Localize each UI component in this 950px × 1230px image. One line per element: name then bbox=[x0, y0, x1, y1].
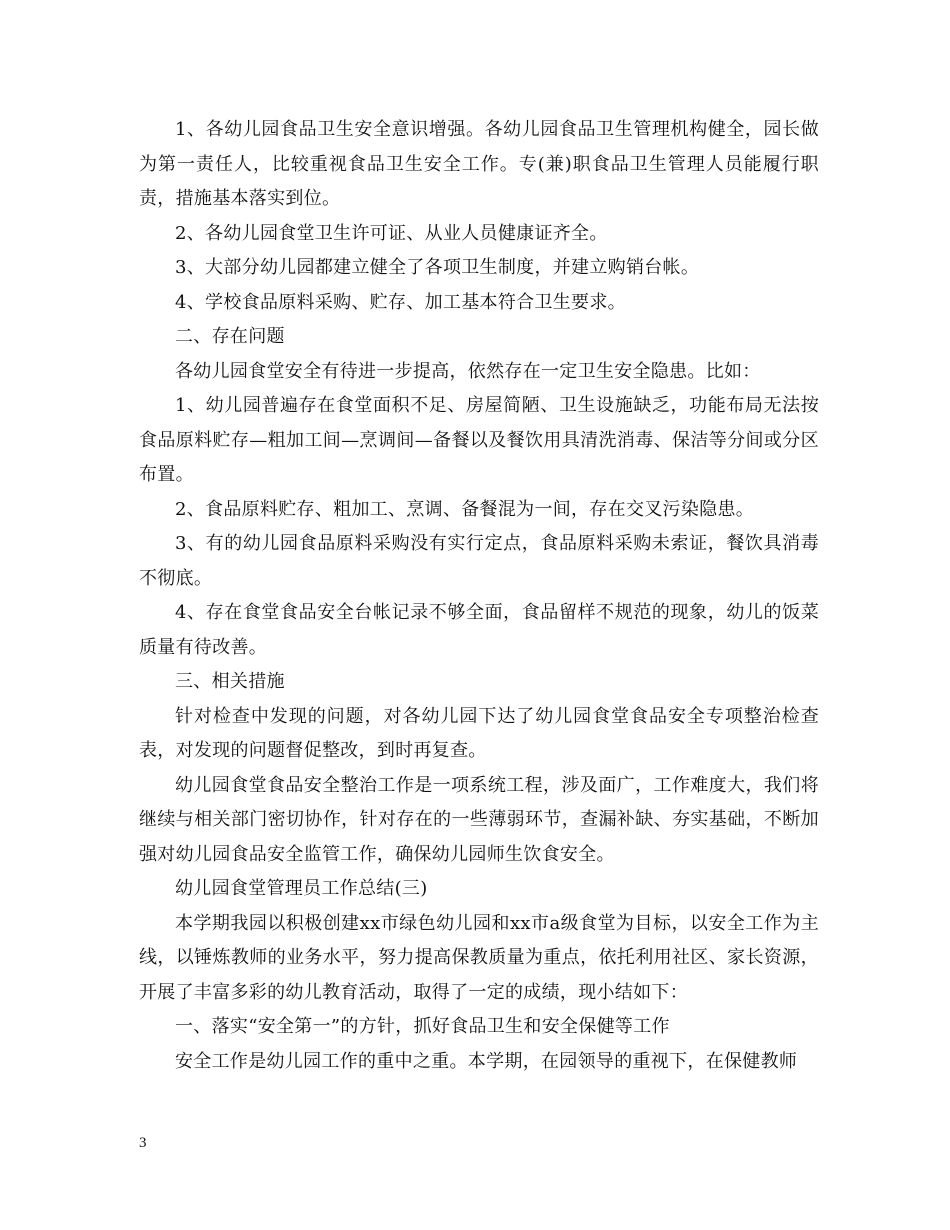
page-number: 3 bbox=[139, 1135, 147, 1151]
paragraph: 各幼儿园食堂安全有待进一步提高，依然存在一定卫生安全隐患。比如： bbox=[175, 360, 761, 382]
document-subtitle: 幼儿园食堂管理员工作总结(三) bbox=[175, 878, 428, 899]
paragraph: 3、大部分幼儿园都建立健全了各项卫生制度，并建立购销台帐。 bbox=[175, 257, 700, 278]
paragraph: 2、各幼儿园食堂卫生许可证、从业人员健康证齐全。 bbox=[175, 222, 608, 244]
section-heading: 二、存在问题 bbox=[175, 326, 285, 347]
paragraph: 1、各幼儿园食品卫生安全意识增强。各幼儿园食品卫生管理机构健全，园长做为第一责任人，比较重视食品卫生安全工作。专(兼)职食品卫生管理人员能履行职责，措施基本落实到位。 bbox=[139, 119, 819, 209]
paragraph: 幼儿园食堂食品安全整治工作是一项系统工程，涉及面广，工作难度大，我们将继续与相关部门密切协作，针对存在的一些薄弱环节，查漏补缺、夯实基础，不断加强对幼儿园食品安全监管工作，确保幼儿园师生饮食安全。 bbox=[139, 774, 819, 865]
paragraph: 安全工作是幼儿园工作的重中之重。本学期，在园领导的重视下，在保健教师 bbox=[175, 1050, 798, 1072]
paragraph: 针对检查中发现的问题，对各幼儿园下达了幼儿园食堂食品安全专项整治检查表，对发现的问题督促整改，到时再复查。 bbox=[139, 705, 819, 761]
section-heading: 三、相关措施 bbox=[175, 671, 285, 692]
paragraph: 4、存在食堂食品安全台帐记录不够全面，食品留样不规范的现象，幼儿的饭菜质量有待改善。 bbox=[139, 602, 819, 658]
document-body bbox=[139, 113, 819, 1079]
paragraph: 4、学校食品原料采购、贮存、加工基本符合卫生要求。 bbox=[175, 291, 626, 313]
paragraph: 1、幼儿园普遍存在食堂面积不足、房屋简陋、卫生设施缺乏，功能布局无法按食品原料贮存—粗加工间—烹调间—备餐以及餐饮用具清洗消毒、保洁等分间或分区布置。 bbox=[139, 395, 819, 485]
paragraph: 本学期我园以积极创建xx市绿色幼儿园和xx市a级食堂为目标，以安全工作为主线，以锤炼教师的业务水平，努力提高保教质量为重点，依托利用社区、家长资源，开展了丰富多彩的幼儿教育活动，取得了一定的成绩，现小结如下： bbox=[139, 912, 819, 1003]
section-heading: 一、落实“安全第一”的方针，抓好食品卫生和安全保健等工作 bbox=[175, 1016, 670, 1037]
paragraph: 2、食品原料贮存、粗加工、烹调、备餐混为一间，存在交叉污染隐患。 bbox=[175, 498, 755, 520]
paragraph: 3、有的幼儿园食品原料采购没有实行定点，食品原料采购未索证，餐饮具消毒不彻底。 bbox=[139, 533, 819, 589]
